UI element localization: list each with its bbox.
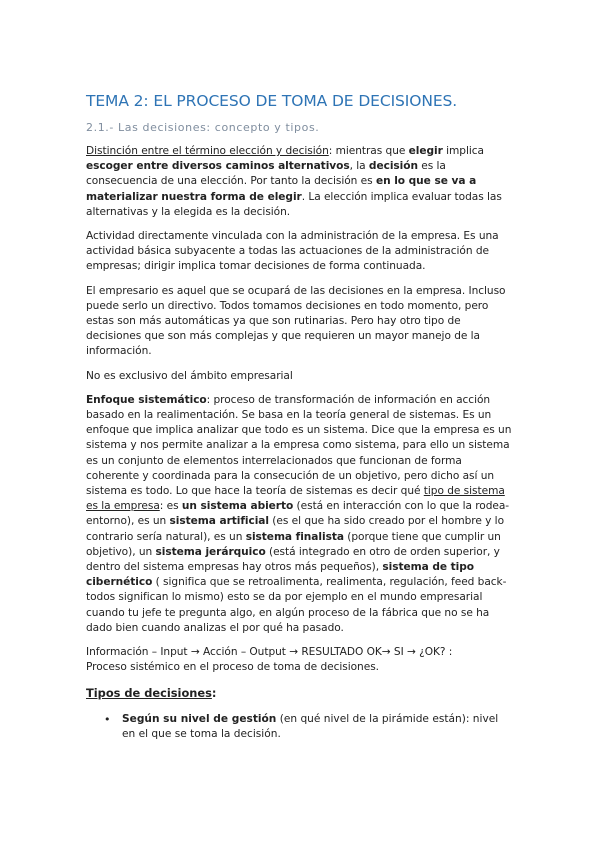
bold-run: decisión	[368, 160, 418, 173]
paragraph-systemic-approach	[86, 393, 514, 636]
section-heading-label: Tipos de decisiones	[86, 685, 212, 700]
process-flow-caption: Proceso sistémico en el proceso de toma de decisiones.	[86, 661, 379, 674]
bold-run: en lo que se va a materializar nuestra forma de elegir	[86, 175, 477, 203]
bold-run: Enfoque sistemático	[86, 393, 207, 406]
text-run: (porque tiene que cumplir un objetivo), un	[86, 530, 501, 558]
bold-run: sistema de tipo cibernético	[86, 561, 475, 589]
paragraph-entrepreneur: El empresario es aquel que se ocupará de las decisiones en la empresa. Incluso puede serlo un directivo. Todos tomamos decisiones en todo momento, pero estas son más automáticas ya que son rutinarias. Pero hay otro tipo de decisiones que son más complejas y que requieren un mayor manejo de la información.	[86, 284, 506, 358]
text-run: es la consecuencia de una elección. Por tanto la decisión es	[86, 160, 446, 188]
text-run: : mientras que	[328, 145, 409, 157]
decision-types-list	[86, 712, 514, 742]
text-run: : es	[159, 500, 182, 513]
text-run: : proceso de transformación de información en acción basado en la realimentación. Se basa en la teoría general de sistemas. Es un enfoque que implica analizar que todo es un sistema. Dice que la empresa es un sistema y nos permite analizar a la empresa como sistema, para ello un sistema es un conjunto de elementos interrelacionados que funcionan de forma coherente y coordinada para la consecución de un objetivo, pero dicho así un sistema es todo. Lo que hace la teoría de sistemas es decir qué	[86, 393, 512, 498]
section-subtitle: 2.1.- Las decisiones: concepto y tipos.	[86, 121, 320, 134]
document-page	[86, 92, 514, 742]
text-run: ( significa que se retroalimenta, realimenta, regulación, feed back-todos significan lo mismo) esto se da por ejemplo en el mundo empresarial cuando tu jefe te pregunta algo, en algún proceso de la fábrica que no se ha dado bien cuando analizas el por qué ha pasado.	[86, 576, 507, 634]
bold-run: elegir	[408, 145, 443, 157]
paragraph-activity: Actividad directamente vinculada con la administración de la empresa. Es una actividad básica subyacente a todas las actuaciones de la administración de empresas; dirigir implica tomar decisiones de forma continuada.	[86, 230, 499, 273]
bold-run: Según su nivel de gestión	[122, 712, 277, 725]
underlined-term: Distinción entre el término elección y decisión	[86, 145, 329, 157]
bold-run: escoger entre diversos caminos alternativos	[86, 160, 350, 173]
text-run: (está en interacción con lo que la rodea- entorno), es un	[86, 500, 510, 528]
section-heading-decision-types	[86, 686, 514, 700]
bold-run: sistema finalista	[245, 530, 344, 543]
text-run: (es el que ha sido creado por el hombre y lo contrario sería natural), es un	[86, 515, 504, 543]
bold-run: sistema artificial	[169, 515, 269, 528]
text-run: . La elección implica evaluar todas las alternativas y la elegida es la decisión.	[86, 190, 502, 218]
paragraph-process-flow	[86, 645, 514, 675]
text-run: (está integrado en otro de orden superior, y dentro del sistema empresas hay otros más pequeños),	[86, 545, 500, 574]
process-flow-line: Información – Input → Acción – Output → RESULTADO OK→ SI → ¿OK? :	[86, 646, 453, 659]
bold-run: un sistema abierto	[181, 500, 294, 513]
paragraph-choice-vs-decision	[86, 144, 514, 220]
document-title: TEMA 2: EL PROCESO DE TOMA DE DECISIONES.	[86, 92, 458, 110]
text-run: (en qué nivel de la pirámide están): nivel en el que se toma la decisión.	[122, 712, 499, 740]
underlined-term: tipo de sistema es la empresa	[86, 485, 505, 513]
paragraph-not-exclusive: No es exclusivo del ámbito empresarial	[86, 369, 293, 382]
section-heading-colon: :	[211, 685, 217, 700]
text-run: , la	[349, 160, 369, 173]
text-run: implica	[442, 145, 484, 157]
bold-run: sistema jerárquico	[155, 545, 266, 558]
list-item	[122, 712, 514, 742]
